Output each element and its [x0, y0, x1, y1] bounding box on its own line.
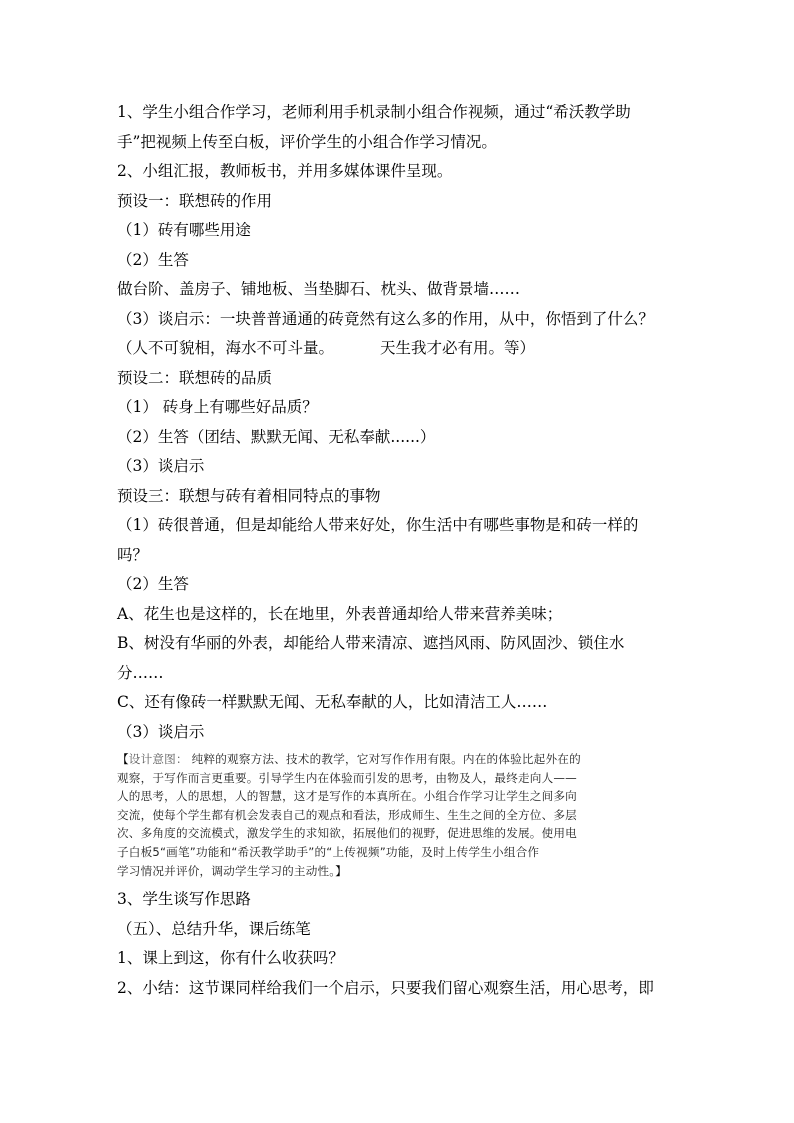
- text-line: 做台阶、盖房子、铺地板、当垫脚石、枕头、做背景墙……: [117, 280, 521, 298]
- enlightenment-part-a: （人不可貌相，海水不可斗量。: [117, 339, 335, 357]
- design-intent-line: [117, 750, 679, 769]
- enlightenment-line: [117, 334, 679, 364]
- design-intent-text: 学习情况并评价，调动学生学习的主动性。: [117, 863, 336, 878]
- text-line: （3）谈启示: [117, 722, 205, 741]
- enlightenment-part-b: 天生我才必有用。等）: [380, 339, 536, 357]
- section-heading: （五）、总结升华，课后练笔: [117, 919, 311, 938]
- design-intent-block: [117, 750, 679, 880]
- text-line: 1、课上到这，你有什么收获吗？: [117, 949, 344, 968]
- design-intent-label: 设计意图：: [128, 752, 188, 766]
- text-line: 1、学生小组合作学习，老师利用手机录制小组合作视频，通过“希沃教学助: [117, 103, 631, 121]
- design-intent-line: 次、多角度的交流模式，激发学生的求知欲，拓展他们的视野，促进思维的发展。使用电: [117, 826, 577, 841]
- open-bracket: 【: [117, 752, 129, 766]
- document-content: [117, 98, 679, 1003]
- section-heading: 预设一：联想砖的作用: [117, 191, 273, 210]
- section-heading: 预设三：联想与砖有着相同特点的事物: [117, 486, 381, 505]
- text-line: B、树没有华丽的外表，却能给人带来清凉、遮挡风雨、防风固沙、锁住水: [117, 634, 625, 652]
- design-intent-line: 人的思考，人的思想，人的智慧，这才是写作的本真所在。小组合作学习让学生之间多向: [117, 789, 577, 804]
- text-line: 分……: [117, 663, 164, 682]
- text-line: 2、小结：这节课同样给我们一个启示，只要我们留心观察生活，用心思考，即: [117, 978, 654, 997]
- design-intent-line: [117, 862, 679, 881]
- section-heading: 预设二：联想砖的品质: [117, 368, 273, 387]
- text-line: （1）砖有哪些用途: [117, 221, 251, 239]
- text-line: （2）生答（团结、默默无闻、无私奉献......）: [117, 427, 436, 446]
- text-line: （3）谈启示: [117, 457, 205, 475]
- text-line: C、还有像砖一样默默无闻、无私奉献的人，比如清洁工人……: [117, 693, 548, 711]
- text-line: A、花生也是这样的，长在地里，外表普通却给人带来营养美味；: [117, 604, 563, 623]
- design-intent-line: 子白板5“画笔”功能和“希沃教学助手”的“上传视频”功能，及时上传学生小组合作: [117, 844, 540, 859]
- text-line: （3）谈启示：一块普普通通的砖竟然有这么多的作用，从中，你悟到了什么？: [117, 309, 654, 328]
- text-line: （2）生答: [117, 575, 189, 593]
- text-line: （2）生答: [117, 250, 189, 269]
- design-intent-text: 纯粹的观察方法、技术的教学，它对写作作用有限。内在的体验比起外在的: [187, 752, 581, 766]
- text-line: 吗？: [117, 545, 149, 564]
- text-line: 3、学生谈写作思路: [117, 890, 251, 909]
- text-line: 2、小组汇报，教师板书，并用多媒体课件呈现。: [117, 162, 453, 180]
- design-intent-line: 观察，于写作而言更重要。引导学生内在体验而引发的思考，由物及人，最终走向人——: [117, 770, 577, 785]
- text-line: （1）砖很普通，但是却能给人带来好处，你生活中有哪些事物是和砖一样的: [117, 516, 639, 534]
- text-line: 手”把视频上传至白板，评价学生的小组合作学习情况。: [117, 132, 497, 151]
- close-bracket: 】: [335, 863, 348, 878]
- text-line: （1） 砖身上有哪些好品质？: [117, 398, 318, 416]
- design-intent-line: 交流，使每个学生都有机会发表自己的观点和看法，形成师生、生生之间的全方位、多层: [117, 807, 577, 822]
